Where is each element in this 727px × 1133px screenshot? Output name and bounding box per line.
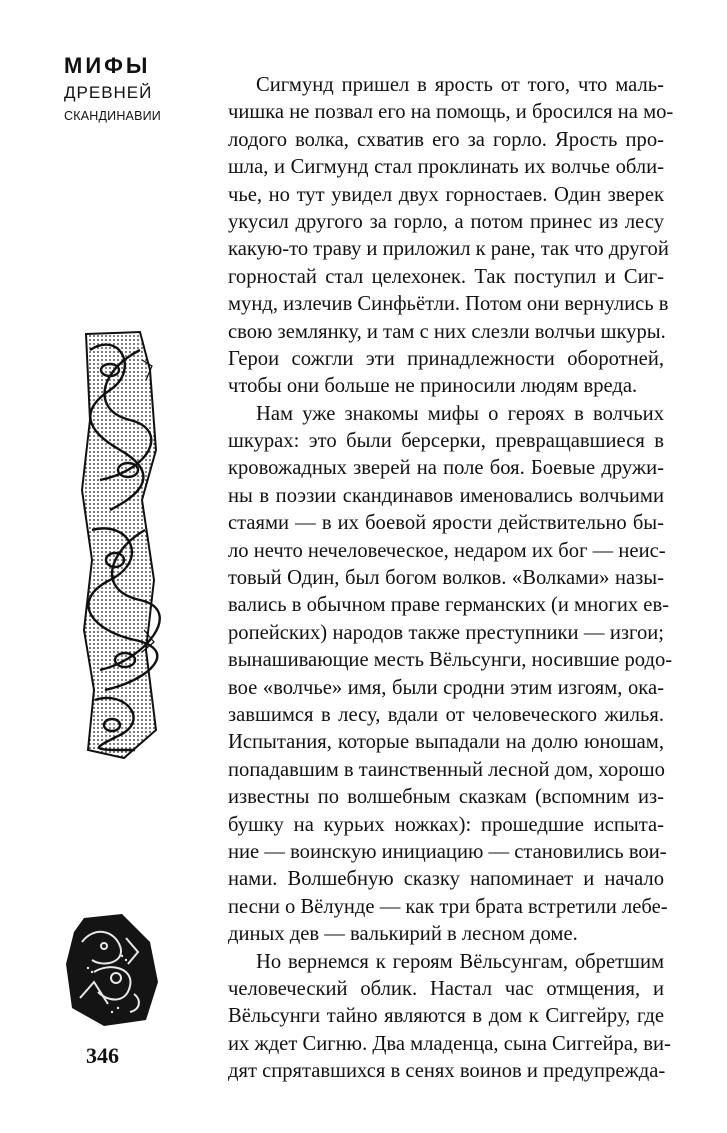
text-line: шкурах: это были берсерки, превращавшиеся в — [228, 430, 664, 453]
text-line: Испытания, которые выпадали на долю юношам, — [228, 731, 664, 754]
text-line: Сигмунд пришел в ярость от того, что маль- — [256, 74, 664, 96]
text-line: попадавшим в таинственный лесной дом, хорошо — [228, 758, 665, 781]
text-line: мунд, излечив Синфьётли. Потом они вернулись в — [228, 293, 669, 316]
text-line: человеческий облик. Настал час отмщения, и — [228, 977, 664, 1000]
page-number: 346 — [86, 1043, 119, 1068]
text-line: нами. Волшебную сказку напоминает и начало — [228, 868, 664, 891]
text-line: вынашивающие месть Вёльсунги, носившие родо- — [228, 649, 673, 672]
text-line: укусил другого за горло, а потом принес из лесу — [228, 210, 664, 233]
text-line: их ждет Сигню. Два младенца, сына Сиггейра, ви- — [228, 1032, 671, 1055]
text-line: чишка не позвал его на помощь, и бросился на мо- — [228, 101, 674, 124]
text-line: лодого волка, схватив его за горло. Ярость про- — [228, 128, 664, 151]
text-line: кровожадных зверей на поле боя. Боевые дружи- — [228, 457, 664, 480]
text-line: чье, но тут увидел двух горностаев. Один зверек — [228, 183, 664, 206]
text-line: вались в обычном праве германских (и многих ев- — [228, 594, 670, 617]
text-line: ны в поэзии скандинавов именовались волчьими — [228, 484, 664, 507]
text-line: завшимся в лесу, вдали от человеческого жилья. — [228, 703, 664, 726]
text-line: бушку на курьих ножках): прошедшие испыта- — [228, 813, 664, 836]
running-head-line-1: МИФЫ — [64, 53, 151, 78]
rune-stone-ornament-icon — [64, 912, 160, 1028]
running-head-line-2: ДРЕВНЕЙ — [64, 83, 153, 102]
running-head-line-3: СКАНДИНАВИИ — [64, 109, 161, 123]
text-line: известны по волшебным сказкам (вспомним из- — [228, 786, 664, 809]
text-line: товый Один, был богом волков. «Волками» назы- — [228, 567, 664, 590]
text-line: ропейских) народов также преступники — изгои; — [228, 621, 664, 644]
text-line: горностай стал целехонек. Так поступил и Сиг- — [228, 265, 664, 288]
text-line: Но вернемся к героям Вёльсунгам, обретшим — [256, 950, 664, 973]
text-line: свою землянку, и там с них слезли волчьи шкуры. — [228, 320, 666, 343]
carved-stone-ornament-icon — [80, 330, 162, 760]
text-line: ло нечто нечеловеческое, недаром их бог — неис- — [228, 539, 666, 562]
text-line: ние — воинскую инициацию — становились вои- — [228, 840, 667, 863]
running-head — [64, 52, 174, 126]
text-line: шла, и Сигмунд стал проклинать их волчье обли- — [228, 156, 664, 179]
text-line: дят спрятавшихся в сенях воинов и предупрежда- — [228, 1060, 666, 1083]
text-line: Герои сожгли эти принадлежности оборотней, — [228, 347, 664, 370]
body-text — [228, 72, 674, 1085]
text-line: Вёльсунги тайно являются в дом к Сиггейру, где — [228, 1005, 664, 1028]
text-line: чтобы они больше не приносили людям вреда. — [228, 375, 638, 398]
text-line: Нам уже знакомы мифы о героях в волчьих — [256, 402, 664, 425]
text-line: вое «волчье» имя, были сродни этим изгоям, ока- — [228, 676, 664, 699]
text-line: стаями — в их боевой ярости действительно бы- — [228, 512, 664, 535]
text-line: диных дев — валькирий в лесном доме. — [228, 923, 578, 946]
text-line: песни о Вёлунде — как три брата встретили лебе- — [228, 895, 668, 918]
text-line: какую-то траву и приложил к ране, так что другой — [228, 238, 669, 261]
